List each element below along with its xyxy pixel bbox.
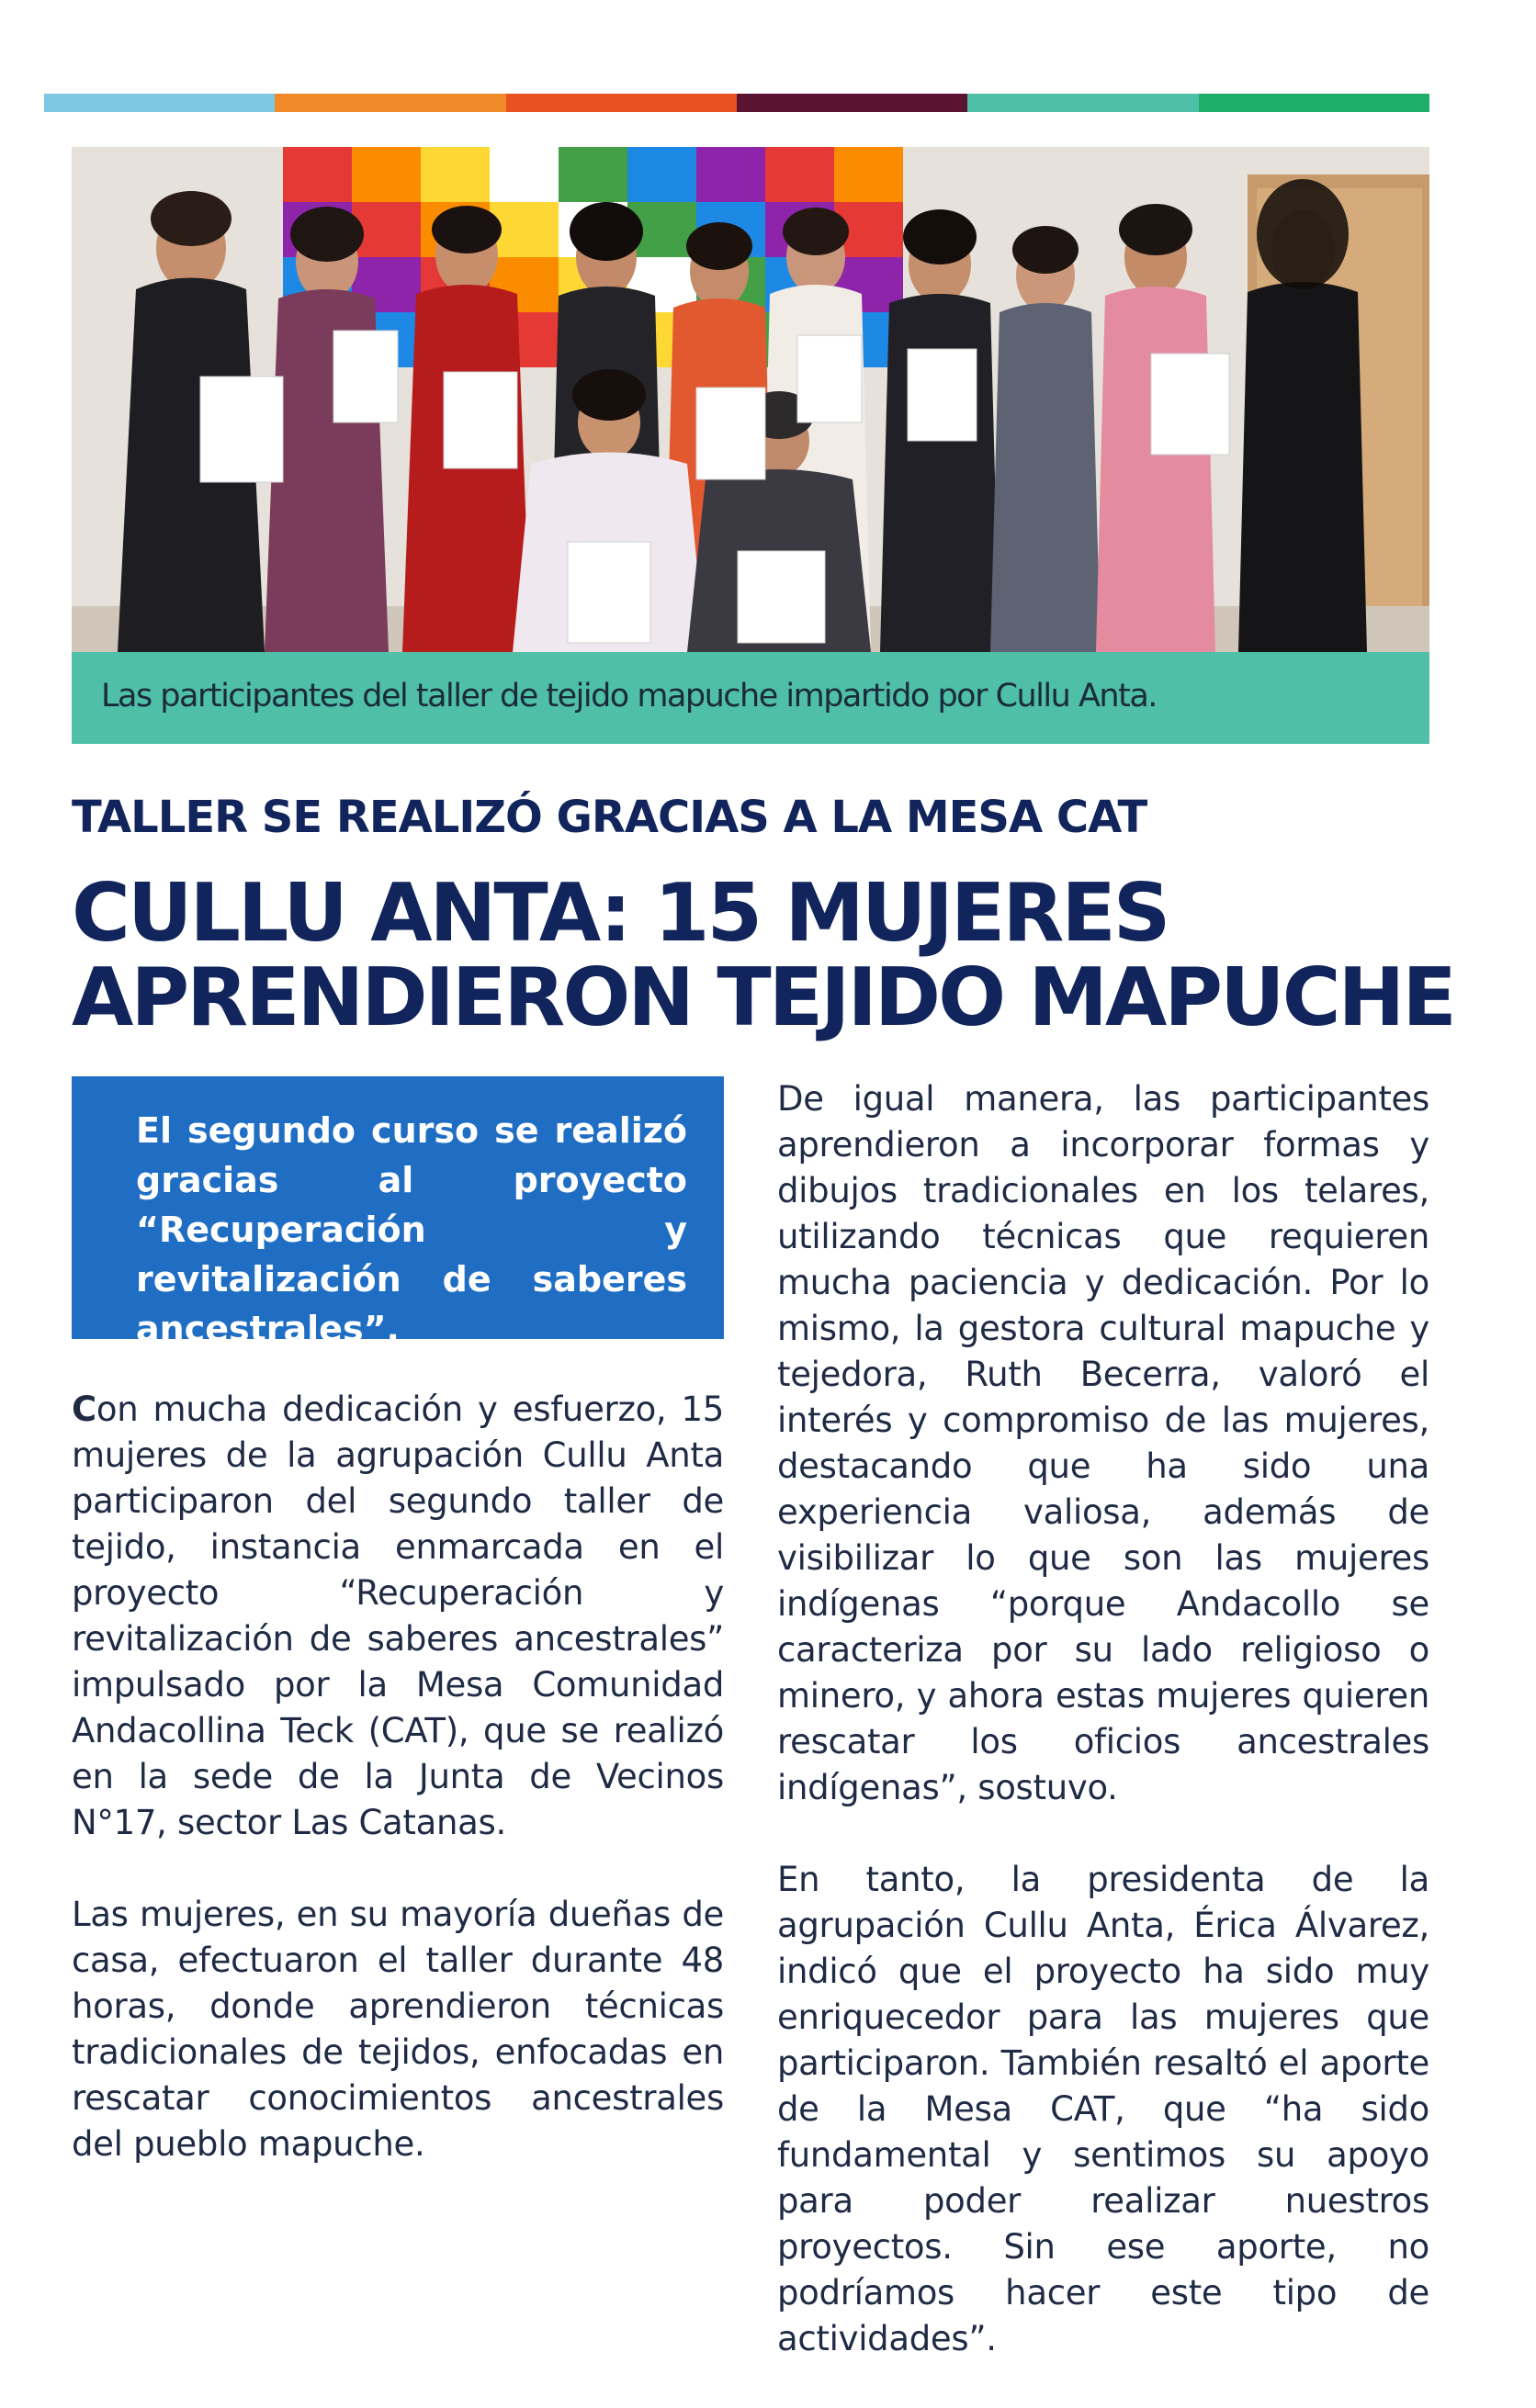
header-color-stripe: [44, 94, 1429, 112]
drop-cap: C: [72, 1390, 96, 1429]
pull-quote-text: El segundo curso se realizó gracias al proyecto “Recuperación y revitalización de saberes ancestrales”.: [136, 1110, 687, 1349]
headline-line-2: APRENDIERON TEJIDO MAPUCHE: [72, 951, 1454, 1044]
paragraph-text: on mucha dedicación y esfuerzo, 15 mujeres de la agrupación Cullu Anta participaron del segundo taller de tejido, instancia enmarcada en el proyecto “Recuperación y revitalización de saberes ancestrales” impulsado por la Mesa Comunidad Andacollina Teck (CAT), que se realizó en la sede de la Junta de Vecinos N°17, sector Las Catanas.: [72, 1390, 724, 1842]
stripe-segment: [737, 94, 967, 112]
stripe-segment: [275, 94, 505, 112]
article-paragraph: De igual manera, las participantes aprendieron a incorporar formas y dibujos tradicionales en los telares, utilizando técnicas que requieren mucha paciencia y dedicación. Por lo mismo, la gestora cultural mapuche y tejedora, Ruth Becerra, valoró el interés y compromiso de las mujeres, destacando que ha sido una experiencia valiosa, además de visibilizar lo que son las mujeres indígenas “porque Andacollo se caracteriza por su lado religioso o minero, y ahora estas mujeres quieren rescatar los oficios ancestrales indígenas”, sostuvo.: [777, 1079, 1429, 1807]
article-column-left: [72, 1387, 724, 2213]
stripe-segment: [506, 94, 737, 112]
group-photo-illustration: [72, 147, 1429, 652]
photo-caption-bar: [72, 652, 1429, 744]
article-column-right: [777, 1076, 1429, 2408]
article-paragraph: [72, 1387, 724, 1846]
pull-quote-box: [72, 1076, 724, 1349]
stripe-segment: [44, 94, 275, 112]
participants: [118, 179, 1367, 652]
article-kicker: TALLER SE REALIZÓ GRACIAS A LA MESA CAT: [72, 792, 1147, 843]
photo-caption: Las participantes del taller de tejido mapuche impartido por Cullu Anta.: [101, 678, 1157, 715]
article-paragraph: En tanto, la presidenta de la agrupación Cullu Anta, Érica Álvarez, indicó que el proyecto ha sido muy enriquecedor para las mujeres que participaron. También resaltó el aporte de la Mesa CAT, que “ha sido fundamental y sentimos su apoyo para poder realizar nuestros proyectos. Sin ese aporte, no podríamos hacer este tipo de actividades”.: [777, 1860, 1429, 2358]
stripe-segment: [1199, 94, 1429, 112]
group-photo: [72, 147, 1429, 652]
article-headline: [72, 866, 1454, 1044]
stripe-segment: [967, 94, 1198, 112]
article-paragraph: Las mujeres, en su mayoría dueñas de casa, efectuaron el taller durante 48 horas, donde aprendieron técnicas tradicionales de tejidos, enfocadas en rescatar conocimientos ancestrales del pueblo mapuche.: [72, 1895, 724, 2164]
headline-line-1: CULLU ANTA: 15 MUJERES: [72, 866, 1169, 960]
